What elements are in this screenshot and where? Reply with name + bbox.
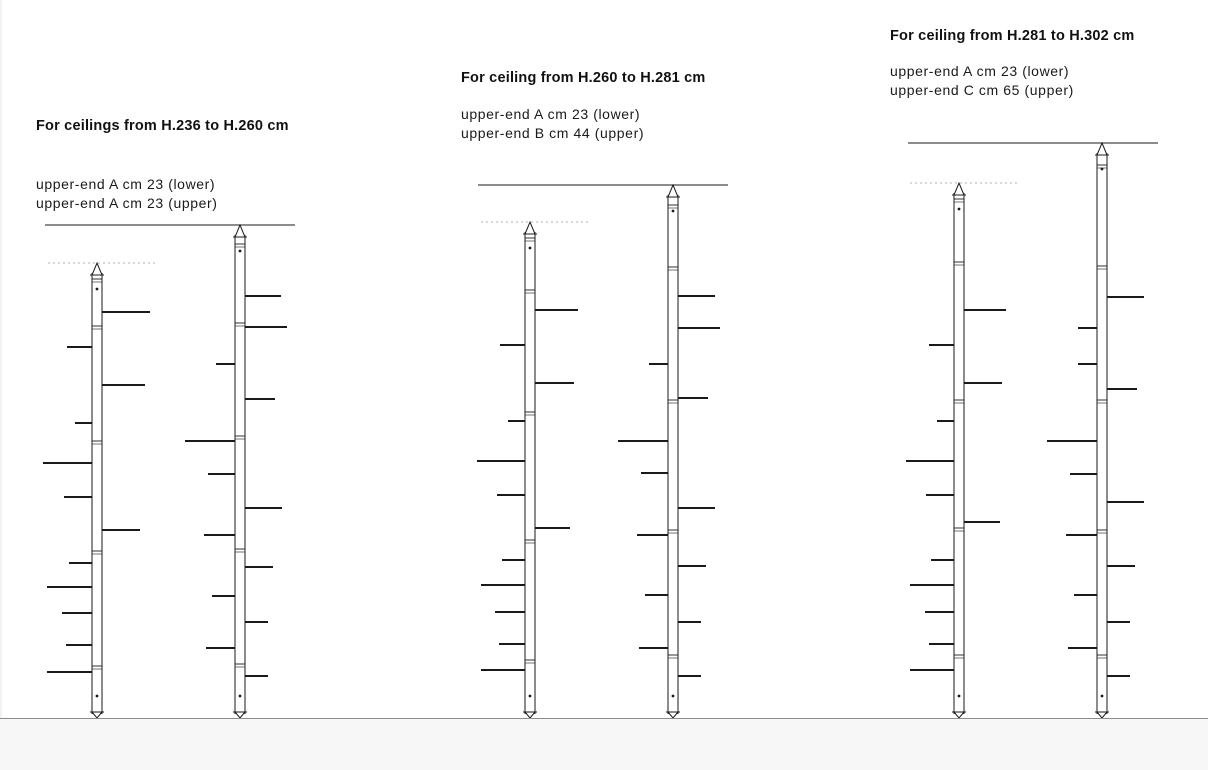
group-a-subtitle-line-1: upper-end A cm 23 (lower) <box>36 176 216 192</box>
group-b-title: For ceiling from H.260 to H.281 cm <box>461 70 706 86</box>
group-c-title: For ceiling from H.281 to H.302 cm <box>890 28 1135 44</box>
pole-c-right-marker-dot-bottom <box>1101 695 1104 698</box>
pole-a-left-marker-dot-bottom <box>96 695 99 698</box>
pole-b-left-top-tension-cap <box>525 222 535 234</box>
group-b-subtitle-line-2: upper-end B cm 44 (upper) <box>461 124 645 141</box>
pole-a-right-marker-dot-top <box>239 250 242 253</box>
pole-b-right-marker-dot-bottom <box>672 695 675 698</box>
pole-c-left-marker-dot-top <box>958 208 961 211</box>
pole-b-left-marker-dot-top <box>529 247 532 250</box>
bottom-band <box>0 719 1208 770</box>
group-c-subtitle-line-1: upper-end A cm 23 (lower) <box>890 63 1070 79</box>
pole-b-right-marker-dot-top <box>672 210 675 213</box>
pole-c-right-top-tension-cap <box>1097 143 1107 155</box>
group-b-subtitle-line-1: upper-end A cm 23 (lower) <box>461 106 641 122</box>
pole-c-left-top-tension-cap <box>954 183 964 195</box>
pole-a-right-top-tension-cap <box>235 225 245 237</box>
pole-a-left-top-tension-cap <box>92 263 102 275</box>
pole-a-right-marker-dot-bottom <box>239 695 242 698</box>
pole-c-left-marker-dot-bottom <box>958 695 961 698</box>
group-a-subtitle-line-2: upper-end A cm 23 (upper) <box>36 194 218 211</box>
group-c-subtitle-line-2: upper-end C cm 65 (upper) <box>890 81 1074 98</box>
group-a-title: For ceilings from H.236 to H.260 cm <box>36 118 289 134</box>
pole-b-right-top-tension-cap <box>668 185 678 197</box>
pole-b-left-marker-dot-bottom <box>529 695 532 698</box>
pole-a-left-marker-dot-top <box>96 288 99 291</box>
floor-line <box>0 718 1208 719</box>
